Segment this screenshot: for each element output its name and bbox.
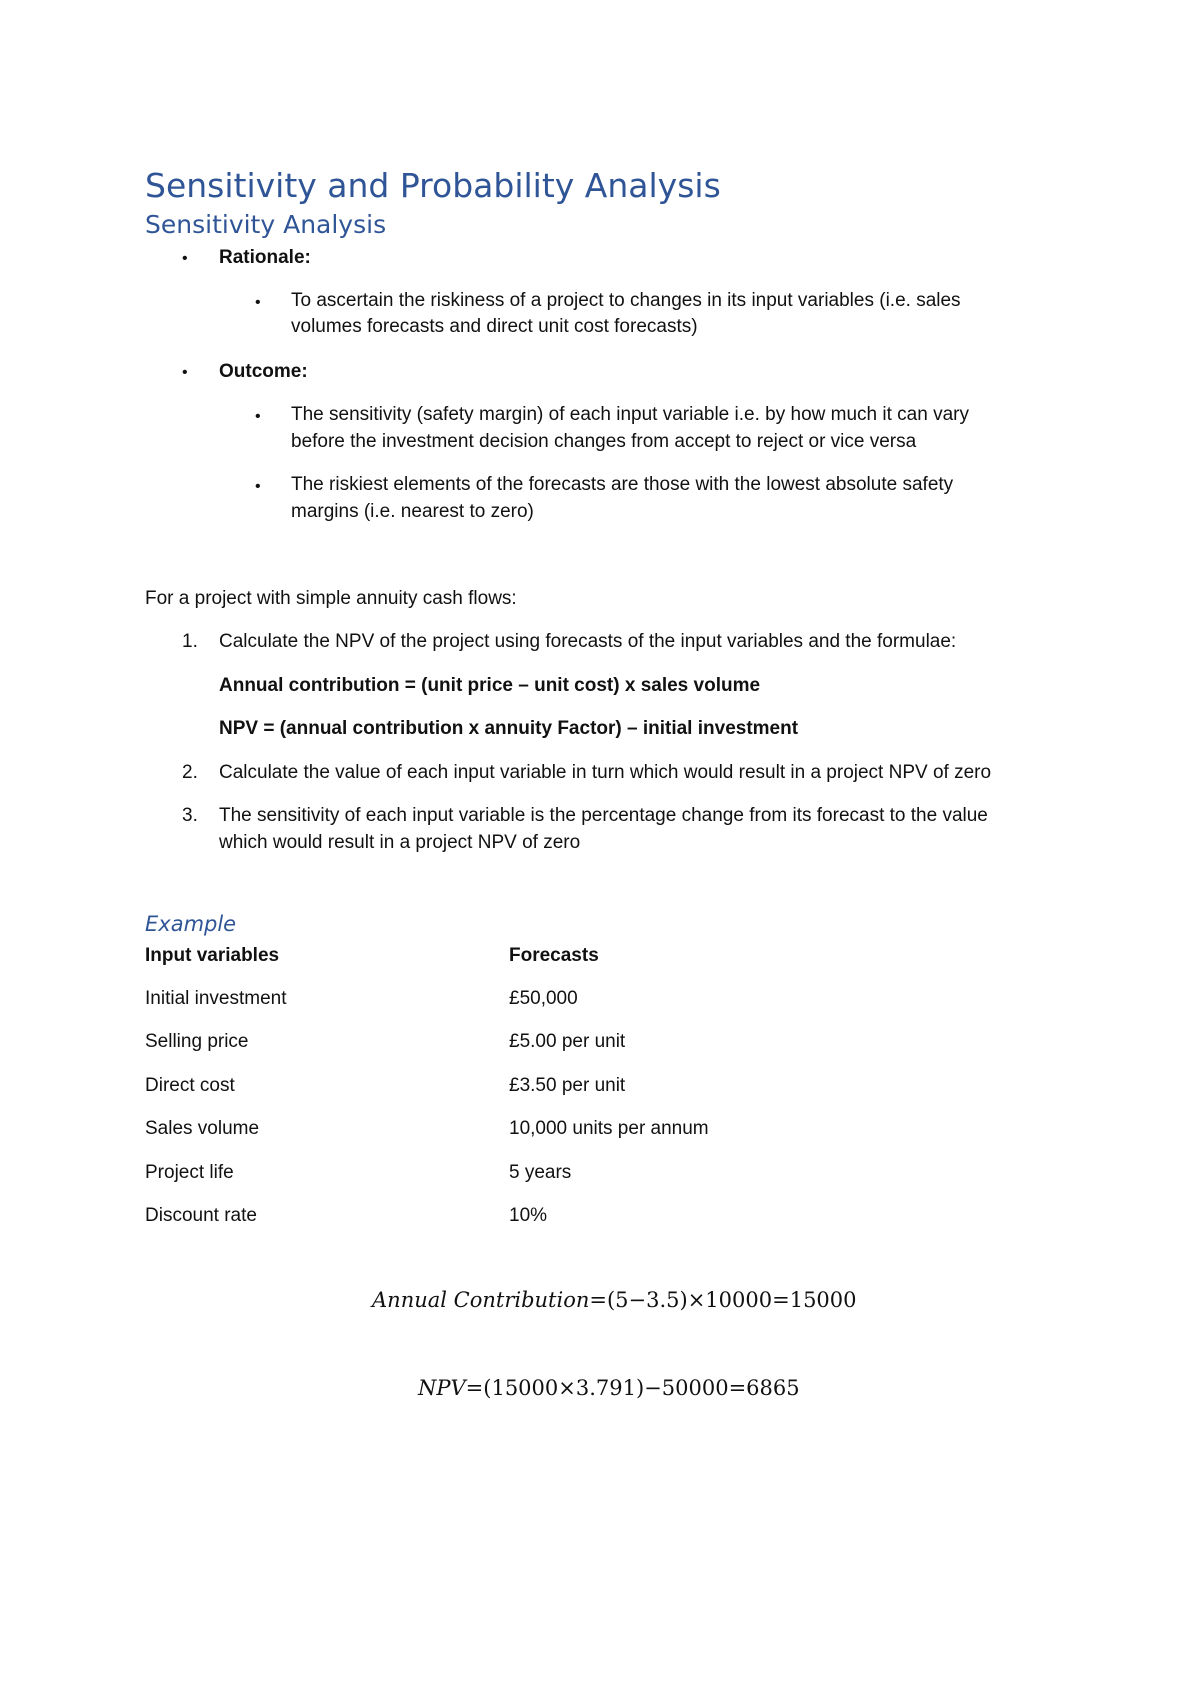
equation-npv: [418, 1376, 800, 1400]
rationale-label: Rationale:: [219, 247, 311, 268]
bullet-icon: •: [182, 250, 188, 267]
bullet-icon: •: [182, 364, 188, 381]
step-number: 1.: [182, 631, 198, 652]
step-number: 3.: [182, 805, 198, 826]
formula-annual-contribution: Annual contribution = (unit price – unit cost) x sales volume: [219, 675, 761, 696]
page-title: Sensitivity and Probability Analysis: [145, 166, 721, 205]
bullet-icon: •: [255, 478, 261, 495]
step-text: The sensitivity of each input variable is the percentage change from its forecast to the value: [219, 805, 988, 826]
outcome-item-line: margins (i.e. nearest to zero): [291, 501, 534, 522]
step-text: Calculate the NPV of the project using forecasts of the input variables and the formulae:: [219, 631, 957, 652]
table-cell-forecast: 10%: [509, 1205, 548, 1226]
equation-lhs: Annual Contribution: [372, 1288, 590, 1312]
equation-annual-contribution: [372, 1288, 857, 1312]
table-cell-variable: Initial investment: [145, 988, 287, 1009]
bullet-icon: •: [255, 408, 261, 425]
section-heading: Sensitivity Analysis: [145, 210, 387, 239]
bullet-icon: •: [255, 294, 261, 311]
example-heading: Example: [145, 912, 237, 936]
equation-rhs: =(15000×3.791)−50000=6865: [465, 1376, 800, 1400]
table-cell-variable: Discount rate: [145, 1205, 257, 1226]
table-cell-variable: Selling price: [145, 1031, 249, 1052]
table-cell-forecast: £50,000: [509, 988, 578, 1009]
table-cell-variable: Direct cost: [145, 1075, 235, 1096]
table-cell-forecast: £3.50 per unit: [509, 1075, 626, 1096]
table-header-forecasts: Forecasts: [509, 945, 599, 966]
table-cell-forecast: £5.00 per unit: [509, 1031, 626, 1052]
outcome-item-line: The sensitivity (safety margin) of each input variable i.e. by how much it can vary: [291, 404, 969, 425]
equation-lhs: NPV: [418, 1376, 466, 1400]
table-cell-variable: Sales volume: [145, 1118, 260, 1139]
step-number: 2.: [182, 762, 198, 783]
table-cell-variable: Project life: [145, 1162, 234, 1183]
step-text: which would result in a project NPV of zero: [219, 832, 581, 853]
formula-npv: NPV = (annual contribution x annuity Factor) – initial investment: [219, 718, 799, 739]
equation-rhs: =(5−3.5)×10000=15000: [589, 1288, 857, 1312]
step-text: Calculate the value of each input variable in turn which would result in a project NPV of zero: [219, 762, 992, 783]
rationale-item-line: volumes forecasts and direct unit cost forecasts): [291, 316, 698, 337]
intro-text: For a project with simple annuity cash flows:: [145, 588, 517, 609]
outcome-item-line: before the investment decision changes from accept to reject or vice versa: [291, 431, 917, 452]
rationale-item-line: To ascertain the riskiness of a project to changes in its input variables (i.e. sales: [291, 290, 961, 311]
table-header-input-variables: Input variables: [145, 945, 280, 966]
table-cell-forecast: 10,000 units per annum: [509, 1118, 709, 1139]
outcome-item-line: The riskiest elements of the forecasts are those with the lowest absolute safety: [291, 474, 954, 495]
outcome-label: Outcome:: [219, 361, 308, 382]
table-cell-forecast: 5 years: [509, 1162, 572, 1183]
